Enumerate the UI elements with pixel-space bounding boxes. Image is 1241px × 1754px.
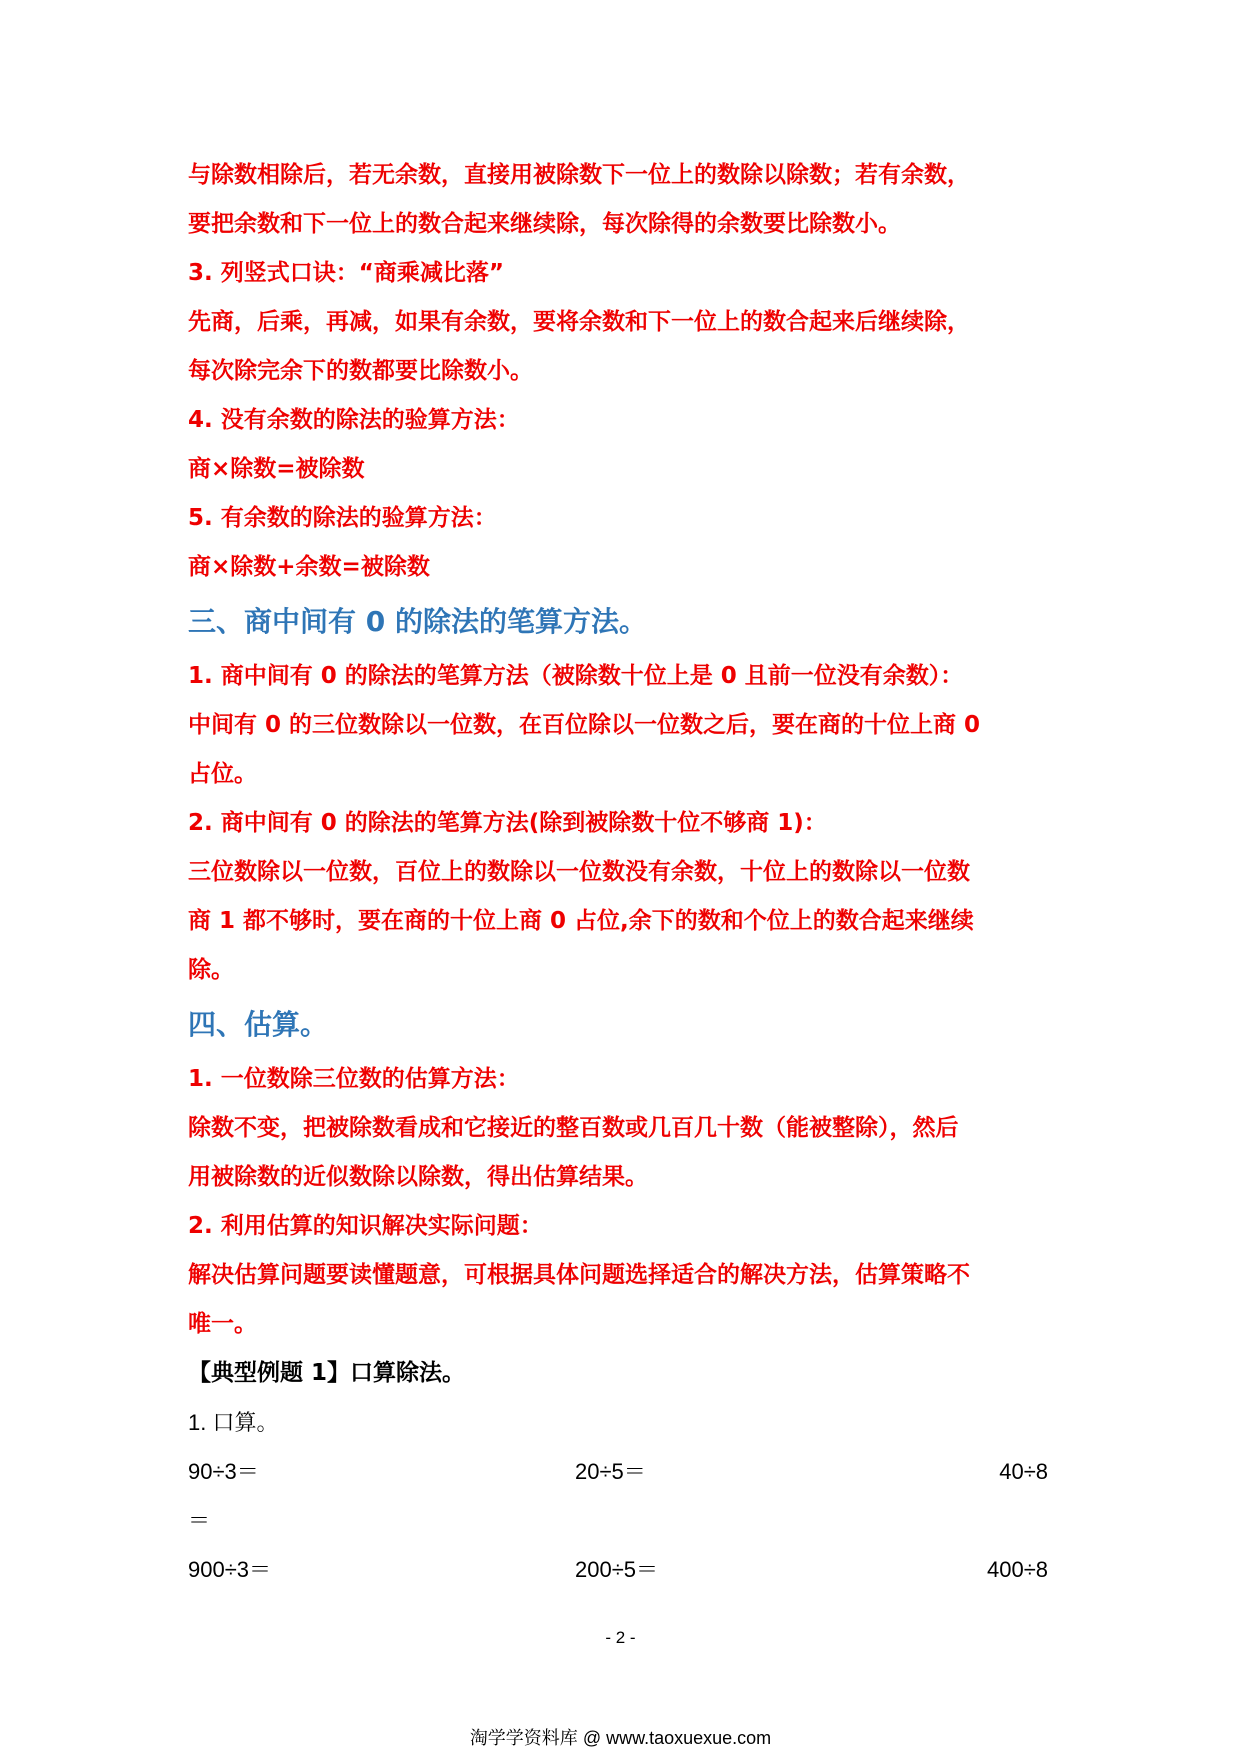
- text-line: 2. 利用估算的知识解决实际问题：: [188, 1213, 543, 1239]
- problem: 40÷8: [999, 1459, 1048, 1484]
- text-line: 除数不变，把被除数看成和它接近的整百数或几百几十数（能被整除），然后: [188, 1115, 959, 1141]
- text-line: 商 1 都不够时，要在商的十位上商 0 占位,余下的数和个位上的数合起来继续: [188, 908, 974, 934]
- problem: 200÷5＝: [575, 1557, 659, 1582]
- problem: 900÷3＝: [188, 1557, 272, 1582]
- problem-row: [188, 1447, 1048, 1496]
- text-line: 商×除数+余数=被除数: [188, 554, 430, 580]
- text-line: 商×除数=被除数: [188, 456, 365, 482]
- text-line: 用被除数的近似数除以除数，得出估算结果。: [188, 1164, 648, 1190]
- text-line: 2. 商中间有 0 的除法的笔算方法(除到被除数十位不够商 1)：: [188, 810, 827, 836]
- section-heading: 三、商中间有 0 的除法的笔算方法。: [188, 605, 647, 638]
- text-line: 唯一。: [188, 1311, 257, 1337]
- problem: 90÷3＝: [188, 1459, 259, 1484]
- text-line: 4. 没有余数的除法的验算方法：: [188, 407, 520, 433]
- text-line: 每次除完余下的数都要比除数小。: [188, 358, 533, 384]
- text-line: 占位。: [188, 761, 257, 787]
- text-line: 1. 商中间有 0 的除法的笔算方法（被除数十位上是 0 且前一位没有余数）：: [188, 663, 964, 689]
- problem-row: [188, 1545, 1048, 1594]
- page-content: [188, 151, 1048, 1594]
- problem: 400÷8: [986, 1557, 1048, 1582]
- text-line: 1. 一位数除三位数的估算方法：: [188, 1066, 520, 1092]
- example-title: 【典型例题 1】口算除法。: [188, 1360, 466, 1386]
- text-line: 5. 有余数的除法的验算方法：: [188, 505, 497, 531]
- text-line: 先商，后乘，再减，如果有余数，要将余数和下一位上的数合起来后继续除，: [188, 309, 970, 335]
- footer-watermark: 淘学学资料库 @ www.taoxuexue.com: [469, 1728, 772, 1748]
- text-line: 三位数除以一位数，百位上的数除以一位数没有余数，十位上的数除以一位数: [188, 859, 970, 885]
- text-line: 除。: [188, 957, 234, 983]
- section-heading: 四、估算。: [188, 1008, 329, 1041]
- text-line: 中间有 0 的三位数除以一位数，在百位除以一位数之后，要在商的十位上商 0: [188, 712, 981, 738]
- text-line: 解决估算问题要读懂题意，可根据具体问题选择适合的解决方法，估算策略不: [188, 1262, 970, 1288]
- text-line: 3. 列竖式口诀：“商乘减比落”: [188, 260, 504, 286]
- question-label: 1. 口算。: [188, 1410, 279, 1435]
- text-line: 要把余数和下一位上的数合起来继续除，每次除得的余数要比除数小。: [188, 211, 901, 237]
- text-line: 与除数相除后，若无余数，直接用被除数下一位上的数除以除数；若有余数，: [188, 162, 970, 188]
- page-number: - 2 -: [605, 1628, 636, 1647]
- problem: 20÷5＝: [575, 1459, 646, 1484]
- problem-wrap: ＝: [188, 1508, 211, 1533]
